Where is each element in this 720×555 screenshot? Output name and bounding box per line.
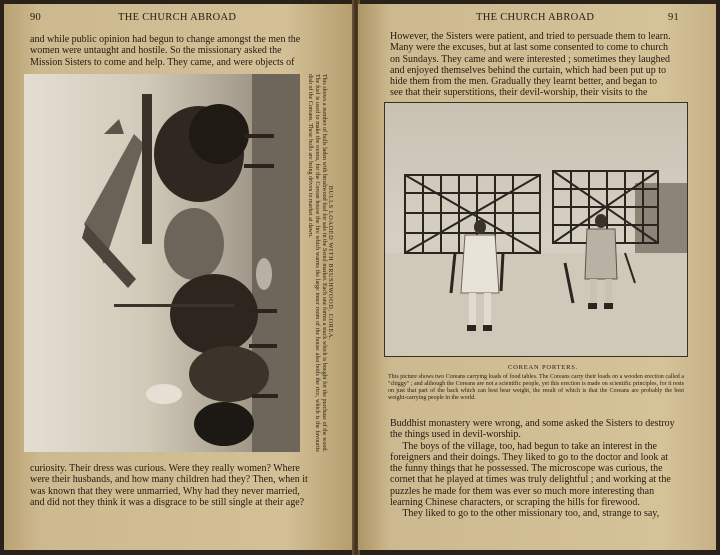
text-line: was known that they were unmarried, Why had they never married, xyxy=(30,485,300,497)
text-line: and while public opinion had begun to change amongst the men the xyxy=(30,34,301,45)
text-line: puzzles he made for them was ever so much more interesting than xyxy=(390,485,655,497)
right-page xyxy=(358,4,716,550)
text-line: Many were the excuses, but at last some consented to come to church xyxy=(390,42,668,54)
text-line: Buddhist monastery were wrong, and some asked the Sisters to destroy xyxy=(390,418,675,429)
text-line: curiosity. Their dress was curious. Were they really women? Where xyxy=(30,463,300,474)
text-line: and enjoyed themselves behind the curtain, which had been put up to xyxy=(390,64,667,76)
bulls-photograph xyxy=(24,74,300,452)
porters-caption-body: This picture shows two Coreans carrying loads of food tables. The Coreans carry their loads on a wooden erection called a "chiggy" ; and although the Coreans are not a scientific people, yet this erection is made on scientific principles, for it rests on just that part of the back which can best bear weight, the result of which is that the Coreans are probably the best weight-carrying people in the world. xyxy=(388,374,684,401)
bulls-photo-illustration xyxy=(24,74,300,452)
text-line: Mission Sisters to come and help. They came, and were objects of xyxy=(30,56,295,68)
text-line: the funny things that he possessed. The microscope was curious, the xyxy=(390,463,663,475)
text-line: women were untaught and hostile. So the missionary asked the xyxy=(30,45,282,57)
text-line: the things used in devil-worship. xyxy=(390,429,521,441)
left-bottom-paragraph xyxy=(30,463,330,508)
text-line: They liked to go to the other missionary too, and, strange to say, xyxy=(390,508,660,520)
right-running-head: THE CHURCH ABROAD xyxy=(476,12,595,23)
text-line: The boys of the village, too, had begun to take an interest in the xyxy=(390,440,657,452)
right-page-number: 91 xyxy=(668,12,680,23)
text-line: were their husbands, and how many children had they? Then, when it xyxy=(30,474,308,486)
text-line: hide them from the men. Gradually they learnt better, and began to xyxy=(390,76,658,88)
bulls-caption-title: BULLS LOADED WITH BRUSHWOOD, COREA. xyxy=(327,185,334,341)
left-top-paragraph xyxy=(30,34,326,68)
porters-photograph xyxy=(384,102,688,357)
bulls-caption-body: This shows a number of bulls laden with brushwood fuel for sale in the Seoul market. Each one forms a stack which is bought for the purchase of the wood. The fuel is used to make the rooms, for the Corean house the fire which warms the large inner room of the house also boils the rice, which is the favourite dish of the Coreans. These bulls are being driven to market at dawn. xyxy=(307,74,327,452)
text-line: on Sundays. They came and were interested ; sometimes they laughed xyxy=(390,53,671,65)
right-top-paragraph xyxy=(390,31,690,99)
left-running-head: THE CHURCH ABROAD xyxy=(118,12,237,23)
porters-photo-illustration xyxy=(385,103,687,356)
left-page xyxy=(4,4,356,550)
right-bottom-paragraph xyxy=(390,418,690,520)
porters-caption-title: COREAN PORTERS. xyxy=(508,364,579,371)
text-line: cornet that he played at times was truly delightful ; and working at the xyxy=(390,474,671,486)
text-line: learning Chinese characters, or scraping the hills for firewood. xyxy=(390,497,640,509)
bulls-photo-caption xyxy=(306,74,334,452)
left-page-number: 90 xyxy=(30,12,42,23)
text-line: and did not they think it was a disgrace to be still single at their age? xyxy=(30,496,305,508)
text-line: see that their superstitions, their devil-worship, their visits to the xyxy=(390,87,648,99)
text-line: However, the Sisters were patient, and tried to persuade them to learn. xyxy=(390,31,671,42)
text-line: foreigners and their doings. They liked to go to the doctor and look at xyxy=(390,451,669,463)
